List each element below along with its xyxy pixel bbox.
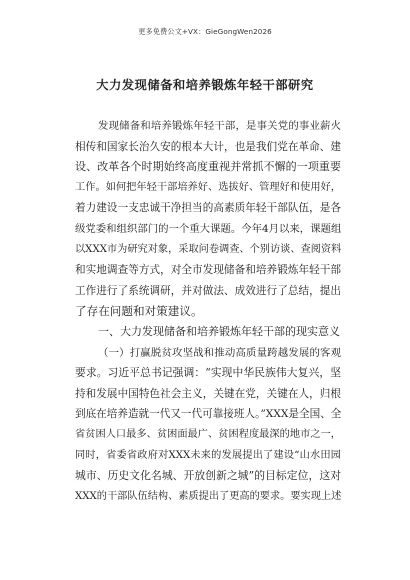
- body-line: 持和发展中国特色社会主义，关键在党，关键在人，归根: [75, 387, 341, 400]
- body-line: 要求。习近平总书记强调：“实现中华民族伟大复兴，坚: [75, 366, 341, 380]
- body-line: 省贫困人口最多、贫困面最广、贫困程度最深的地市之一，: [75, 428, 341, 440]
- body-line: 相传和国家长治久安的根本大计，也是我们党在革命、建: [75, 140, 341, 153]
- document-body: [75, 116, 341, 507]
- body-line: 着力建设一支忠诚干净担当的高素质年轻干部队伍，是各: [75, 202, 341, 215]
- body-line: XXX的干部队伍结构、素质提出了更高的要求。要实现上述: [75, 490, 341, 502]
- body-line: 一、大力发现储备和培养锻炼年轻干部的现实意义: [98, 324, 340, 338]
- body-line: 工作。如何把年轻干部培养好、选拔好、管理好和使用好，: [75, 181, 341, 193]
- body-line: 发现储备和培养锻炼年轻干部，是事关党的事业薪火: [98, 120, 341, 132]
- body-line: （一）打赢脱贫攻坚战和推动高质量跨越发展的客观: [98, 346, 341, 359]
- body-line: 级党委和组织部门的一个重大课题。今年4月以来，课题组: [75, 222, 341, 235]
- body-line: 城市、历史文化名城、开放创新之城”的目标定位，这对: [75, 469, 341, 483]
- body-line: 和实地调查等方式，对全市发现储备和培养锻炼年轻干部: [75, 264, 341, 277]
- body-line: 同时，省委省政府对XXX未来的发展提出了建设“山水田园: [75, 449, 341, 461]
- body-line: 了存在问题和对策建议。: [75, 304, 203, 319]
- body-line: 到底在培养造就一代又一代可靠接班人。”XXX是全国、全: [75, 408, 341, 421]
- header-note: 更多免费公文+VX：GieGongWen2026: [138, 27, 272, 36]
- body-line: 以XXX市为研究对象，采取问卷调查、个别访谈、查阅资料: [75, 243, 341, 255]
- body-line: 工作进行了系统调研，并对做法、成效进行了总结，提出: [75, 284, 341, 297]
- document-title: 大力发现储备和培养锻炼年轻干部研究: [96, 78, 314, 92]
- body-line: 设、改革各个时期始终高度重视并常抓不懈的一项重要: [75, 160, 341, 174]
